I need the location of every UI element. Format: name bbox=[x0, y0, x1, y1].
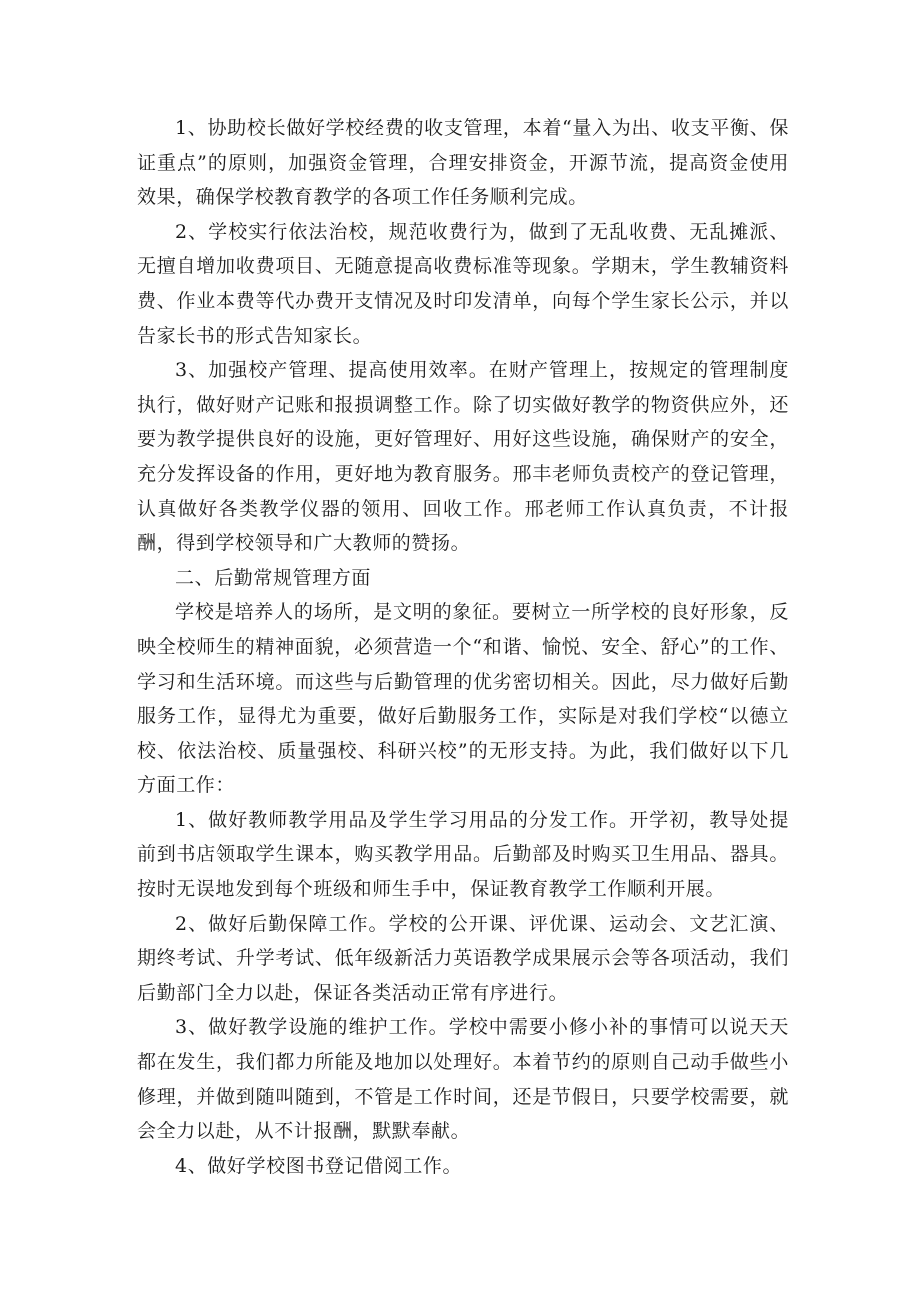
document-body bbox=[137, 111, 789, 1183]
paragraph-library-lending: 4、做好学校图书登记借阅工作。 bbox=[175, 1154, 463, 1177]
paragraph-logistics-intro: 学校是培养人的场所，是文明的象征。要树立一所学校的良好形象，反映全校师生的精神面貌，必须营造一个“和谐、愉悦、安全、舒心”的工作、学习和生活环境。而这些与后勤管理的优劣密切相关。因此，尽力做好后勤服务工作，显得尤为重要，做好后勤服务工作，实际是对我们学校“以德立校、依法治校、质量强校、科研兴校”的无形支持。为此，我们做好以下几方面工作： bbox=[137, 601, 789, 797]
paragraph-facility-maintenance: 3、做好教学设施的维护工作。学校中需要小修小补的事情可以说天天都在发生，我们都力所能及地加以处理好。本着节约的原则自己动手做些小修理，并做到随叫随到，不管是工作时间，还是节假日，只要学校需要，就会全力以赴，从不计报酬，默默奉献。 bbox=[137, 1016, 789, 1143]
section-heading-logistics: 二、后勤常规管理方面 bbox=[175, 566, 372, 589]
paragraph-finance-management: 1、协助校长做好学校经费的收支管理，本着“量入为出、收支平衡、保证重点”的原则，加强资金管理，合理安排资金，开源节流，提高资金使用效果，确保学校教育教学的各项工作任务顺利完成。 bbox=[137, 117, 789, 209]
paragraph-asset-management: 3、加强校产管理、提高使用效率。在财产管理上，按规定的管理制度执行，做好财产记账和报损调整工作。除了切实做好教学的物资供应外，还要为教学提供良好的设施，更好管理好、用好这些设施，确保财产的安全，充分发挥设备的作用，更好地为教育服务。邢丰老师负责校产的登记管理，认真做好各类教学仪器的领用、回收工作。邢老师工作认真负责，不计报酬，得到学校领导和广大教师的赞扬。 bbox=[137, 359, 789, 555]
paragraph-fee-regulation: 2、学校实行依法治校，规范收费行为，做到了无乱收费、无乱摊派、无擅自增加收费项目、无随意提高收费标准等现象。学期末，学生教辅资料费、作业本费等代办费开支情况及时印发清单，向每个学生家长公示，并以告家长书的形式告知家长。 bbox=[137, 220, 789, 347]
paragraph-logistics-support: 2、做好后勤保障工作。学校的公开课、评优课、运动会、文艺汇演、期终考试、升学考试、低年级新活力英语教学成果展示会等各项活动，我们后勤部门全力以赴，保证各类活动正常有序进行。 bbox=[137, 912, 789, 1004]
paragraph-supplies-distribution: 1、做好教师教学用品及学生学习用品的分发工作。开学初，教导处提前到书店领取学生课本，购买教学用品。后勤部及时购买卫生用品、器具。按时无误地发到每个班级和师生手中，保证教育教学工作顺利开展。 bbox=[137, 808, 789, 901]
